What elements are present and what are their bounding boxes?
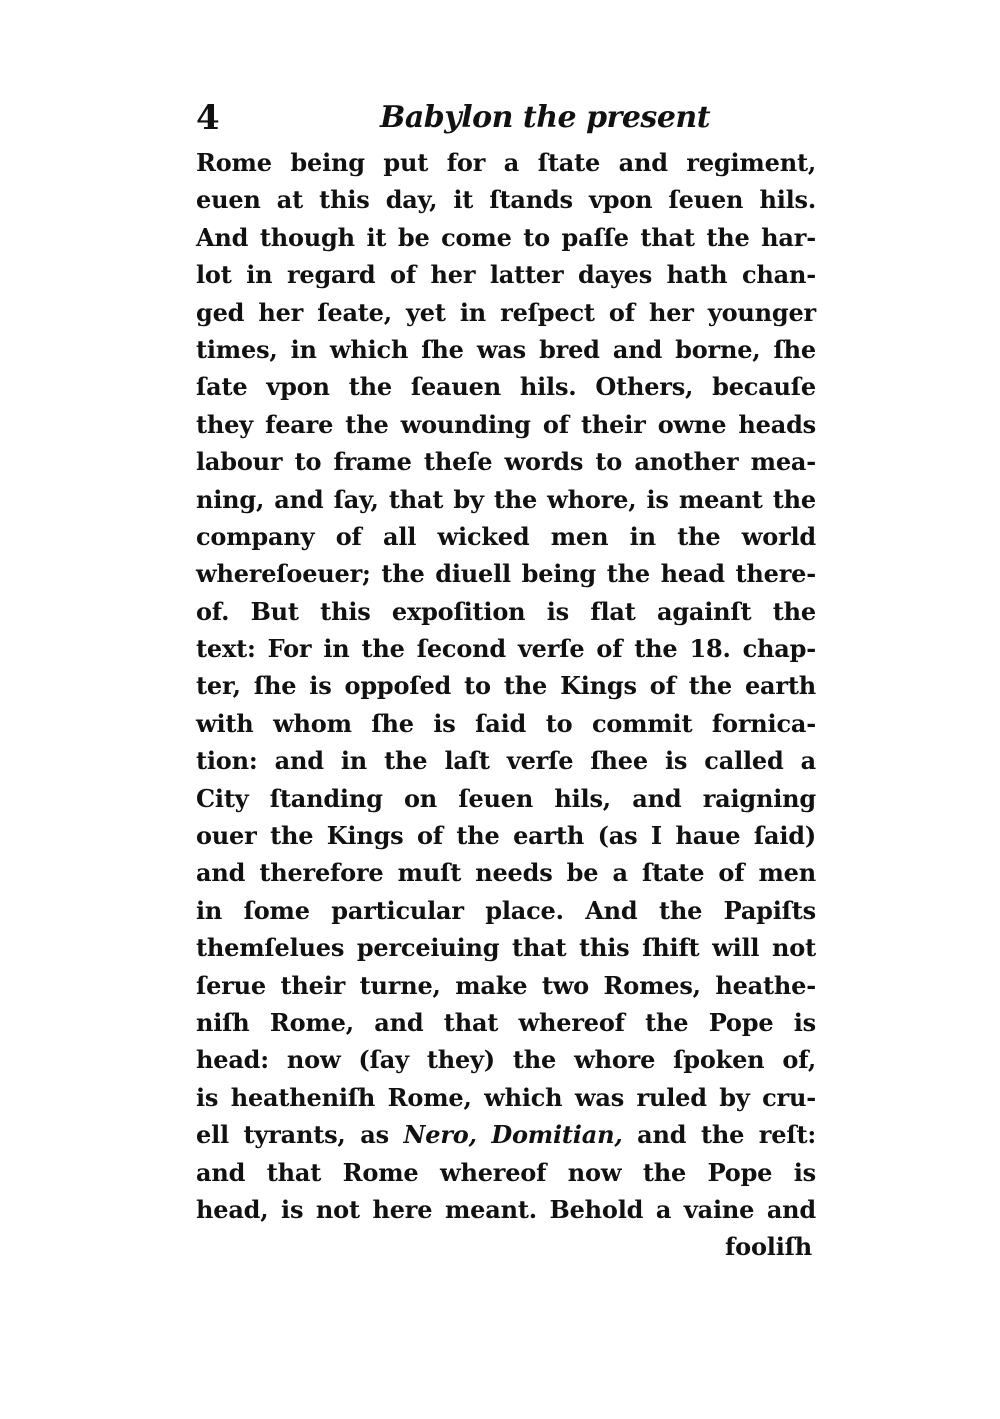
text-line: in ſome particular place. And the Papiſts <box>196 895 816 925</box>
text-line: and therefore muſt needs be a ſtate of men <box>196 858 816 888</box>
text-line: labour to frame theſe words to another mea- <box>196 447 816 477</box>
text-line: times, in which ſhe was bred and borne, ſhe <box>196 334 816 364</box>
text-line: ſerue their turne, make two Romes, heathe- <box>196 970 816 1000</box>
text-line: with whom ſhe is ſaid to commit fornica- <box>196 708 816 738</box>
text-line: ning, and ſay, that by the whore, is meant the <box>196 484 816 514</box>
text-line: is heatheniſh Rome, which was ruled by cru- <box>196 1082 816 1112</box>
text-line: ouer the Kings of the earth (as I haue ſaid) <box>196 821 816 851</box>
page-number: 4 <box>196 98 220 138</box>
text-line: and that Rome whereof now the Pope is <box>196 1157 816 1187</box>
text-line: ſate vpon the ſeauen hils. Others, becauſe <box>196 372 816 402</box>
text-line: ged her ſeate, yet in reſpect of her younger <box>196 297 816 327</box>
text-segment: and the reſt: <box>622 1120 816 1150</box>
text-segment: ell tyrants, as <box>196 1120 404 1150</box>
text-line: themſelues perceiuing that this ſhift will not <box>196 933 816 963</box>
text-line: head, is not here meant. Behold a vaine and <box>196 1194 816 1224</box>
catchword: fooliſh <box>725 1232 812 1262</box>
text-line: text: For in the ſecond verſe of the 18. chap- <box>196 634 816 664</box>
text-line: Rome being put for a ſtate and regiment, <box>196 148 816 177</box>
text-line: tion: and in the laſt verſe ſhee is called a <box>196 746 816 776</box>
running-title: Babylon the present <box>380 100 711 135</box>
text-line: City ſtanding on ſeuen hils, and raigning <box>196 783 816 813</box>
text-line: niſh Rome, and that whereof the Pope is <box>196 1007 816 1037</box>
text-line: ter, ſhe is oppoſed to the Kings of the earth <box>196 671 816 701</box>
text-line: lot in regard of her latter dayes hath chan- <box>196 260 816 290</box>
text-line-with-italics <box>196 1116 816 1153</box>
text-line: euen at this day, it ſtands vpon ſeuen hils. <box>196 185 816 215</box>
text-line: head: now (ſay they) the whore ſpoken of, <box>196 1045 816 1075</box>
text-line: And though it be come to paſſe that the har- <box>196 222 816 252</box>
body-text <box>196 144 816 1266</box>
text-line: they feare the wounding of their owne heads <box>196 409 816 439</box>
running-head <box>196 96 816 144</box>
italic-names: Nero, Domitian, <box>403 1120 623 1150</box>
text-line: of. But this expoſition is flat againſt the <box>196 596 816 626</box>
text-line: whereſoeuer; the diuell being the head there- <box>196 559 816 589</box>
text-line: company of all wicked men in the world <box>196 521 816 551</box>
